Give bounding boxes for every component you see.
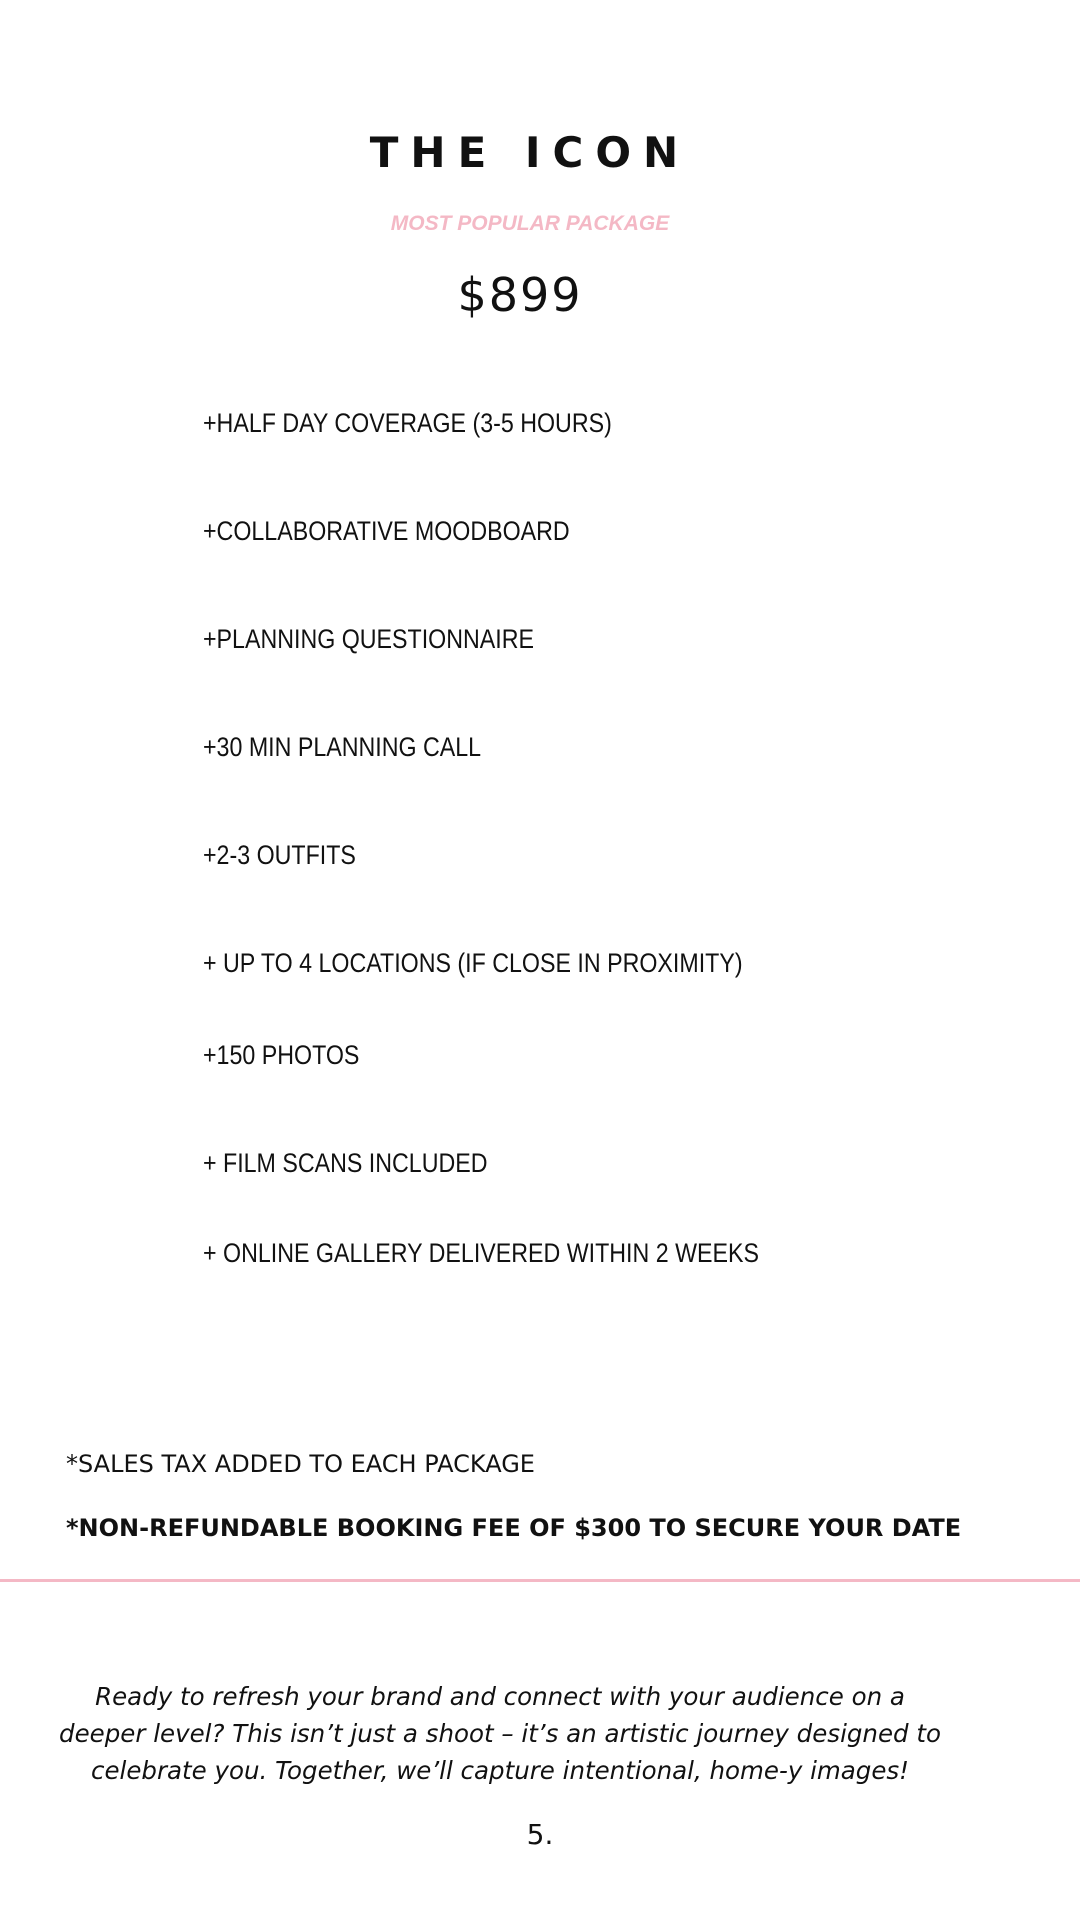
feature-item: + ONLINE GALLERY DELIVERED WITHIN 2 WEEKS [203, 1238, 759, 1268]
feature-item: +PLANNING QUESTIONNAIRE [203, 624, 534, 654]
booking-fee-note: *NON-REFUNDABLE BOOKING FEE OF $300 TO SECURE YOUR DATE [66, 1514, 962, 1542]
feature-item: +150 PHOTOS [203, 1040, 360, 1070]
package-price: $899 [457, 268, 583, 322]
feature-item: + UP TO 4 LOCATIONS (IF CLOSE IN PROXIMITY) [203, 948, 743, 978]
package-subtitle: MOST POPULAR PACKAGE [390, 212, 670, 235]
page-number: 5. [526, 1818, 554, 1851]
feature-item: + FILM SCANS INCLUDED [203, 1148, 488, 1178]
feature-item: +30 MIN PLANNING CALL [203, 732, 482, 762]
closing-paragraph: Ready to refresh your brand and connect with your audience on a deeper level? This isn’t just a shoot – it’s an artistic journey designed to celebrate you. Together, we’ll capture intentional, home-y images! [59, 1682, 941, 1785]
pink-divider [0, 1579, 1080, 1582]
sales-tax-note: *SALES TAX ADDED TO EACH PACKAGE [66, 1450, 535, 1478]
feature-item: +2-3 OUTFITS [203, 840, 356, 870]
feature-item: +HALF DAY COVERAGE (3-5 HOURS) [203, 408, 612, 438]
feature-item: +COLLABORATIVE MOODBOARD [203, 516, 570, 546]
package-title: THE ICON [369, 128, 691, 177]
